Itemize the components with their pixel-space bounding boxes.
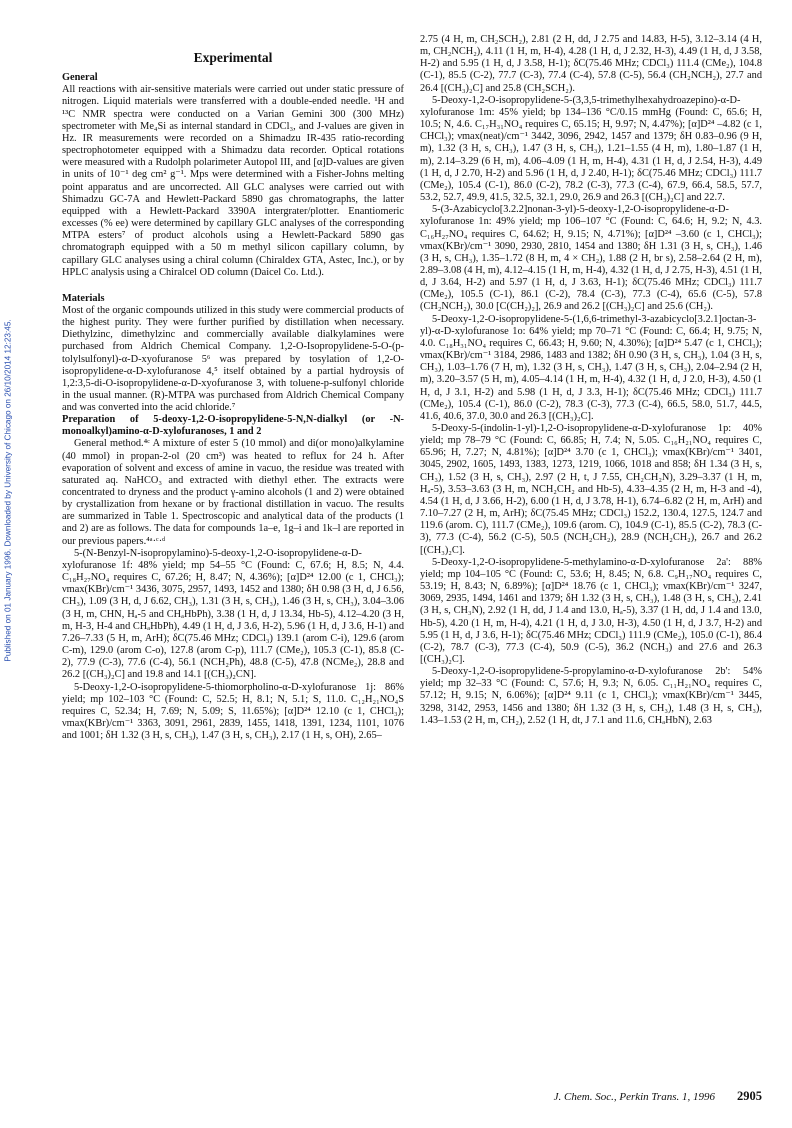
compound-1j-paragraph: 5-Deoxy-1,2-O-isopropylidene-5-thiomorpholino-α-D-xylofuranose 1j: 86% yield; mp 102–103 °C (Found: C, 52.5; H, 8.1; N, 5.1; S, 11.0. C₁₂H₂₁NO₄S requires C, 52.34; H, 7.69; N, 5.09; S, 11.65%); [α]D²⁴ 12.10 (c 1, CHCl₃); νmax(KBr)/cm⁻¹ 3363, 3091, 2961, 2839, 1455, 1418, 1391, 1234, 1101, 1076 and 1001; δH 1.32 (3 H, s, CH₃), 1.47 (3 H, s, CH₃), 2.17 (1 H, s, OH), 2.65–	[62, 681, 404, 742]
journal-citation: J. Chem. Soc., Perkin Trans. 1, 1996	[553, 1091, 715, 1103]
download-watermark	[0, 130, 16, 850]
compound-1f-paragraph: 5-(N-Benzyl-N-isopropylamino)-5-deoxy-1,2-O-isopropylidene-α-D-xylofuranose 1f: 48% yield; mp 54–55 °C (Found: C, 67.6; H, 8.5; N, 4.4. C₁₈H₂₇NO₄ requires C, 67.26; H, 8.47; N, 4.36%); [α]D²⁴ 12.00 (c 1, CHCl₃); νmax(KBr)/cm⁻¹ 3436, 3075, 2957, 1493, 1452 and 1380; δH 0.98 (3 H, d, J 6.56, CH₃), 1.09 (3 H, d, J 6.62, CH₃), 1.31 (3 H, s, CH₃), 1.46 (3 H, s, CH₃), 3.04–3.06 (3 H, m, CHN, Hₐ-5 and CHₐHbPh), 3.38 (1 H, d, J 13.34, Hb-5), 4.12–4.20 (3 H, m, H-3, H-4 and CHₐHbPh), 4.49 (1 H, d, J 3.6, H-2), 5.96 (1 H, d, J 3.6, H-1) and 7.26–7.33 (5 H, m, ArH); δC(75.46 MHz; CDCl₃) 139.1 (arom C-i), 129.6 (arom C-m), 129.0 (arom C-o), 127.8 (arom C-p), 111.7 (CMe₂), 105.3 (C-1), 85.8 (C-2), 77.9 (C-3), 77.6 (C-4), 56.1 (NCH₂Ph), 48.8 (C-5), 47.8 (NCMe₂), 28.8 and 26.2 [(CH₃)₂C] and 19.8 and 14.1 [(CH₃)₂CN].	[62, 547, 404, 681]
watermark-text: Published on 01 January 1996. Downloaded by University of Chicago on 26/10/2014 12:23:45.	[3, 318, 13, 662]
compound-1p-paragraph: 5-Deoxy-5-(indolin-1-yl)-1,2-O-isopropylidene-α-D-xylofuranose 1p: 40% yield; mp 78–79 °C (Found: C, 66.85; H, 7.4; N, 5.05. C₁₆H₂₁NO₄ requires C, 65.96; H, 7.27; N, 4.81%); [α]D²⁴ 3.70 (c 1, CHCl₃); νmax(KBr)/cm⁻¹ 3401, 3045, 2902, 1605, 1493, 1383, 1273, 1219, 1066, 1018 and 858; δH 1.34 (3 H, s, CH₃), 1.52 (3 H, s, CH₃), 2.97 (2 H, t, J 7.55, CH₂CH₂N), 3.29–3.37 (1 H, m, Hₐ-5), 3.53–3.63 (3 H, m, NCH₂CH₂ and Hb-5), 4.33–4.35 (2 H, m, H-3 and -4), 4.54 (1 H, d, J 3.66, H-2), 6.00 (1 H, d, J 3.78, H-1), 6.74–6.82 (2 H, m, ArH) and 7.10–7.27 (2 H, m, ArH); δC(75.45 MHz; CDCl₃) 152.2, 130.4, 127.5, 124.7 and 119.6 (arom. C), 111.7 (CMe₂), 109.6 (arom. C), 104.9 (C-1), 85.5 (C-2), 78.3 (C-3), 77.3 (C-4), 56.2 (C-5), 50.5 (NCH₂CH₂), 28.9 (NCH₂CH₂), 26.7 and 26.2 [(CH₃)₂C].	[420, 423, 762, 556]
compound-1n-paragraph: 5-(3-Azabicyclo[3.2.2]nonan-3-yl)-5-deoxy-1,2-O-isopropylidene-α-D-xylofuranose 1n: 49% yield; mp 106–107 °C (Found: C, 64.6; H, 9.2; N, 4.3. C₁₆H₂₇NO₄ requires C, 64.62; H, 9.15; N, 4.71%); [α]D²⁴ –3.60 (c 1, CHCl₃); νmax(KBr)/cm⁻¹ 3090, 2930, 2810, 1454 and 1380; δH 1.31 (3 H, s, CH₃), 1.46 (3 H, s, CH₃), 1.35–1.72 (8 H, m, 4 × CH₂), 1.88 (2 H, br s), 2.58–2.64 (2 H, m), 2.89–3.08 (4 H, m), 4.12–4.15 (1 H, m, H-4), 4.32 (1 H, d, J 2.75, H-3), 4.51 (1 H, d, J 3.64, H-2) and 5.97 (1 H, d, J 3.63, H-1); δC(75.46 MHz; CDCl₃) 111.7 (CMe₂), 105.5 (C-1), 86.1 (C-2), 78.4 (C-3), 77.3 (C-4), 65.6 (C-5), 57.8 (CH₂NCH₂), 30.0 [C(CH₂)₂], 26.9 and 26.2 [(CH₃)₂C] and 25.6 (CH₂).	[420, 204, 762, 313]
left-column	[62, 34, 404, 742]
general-heading: General	[62, 72, 98, 84]
page-footer	[420, 1089, 762, 1104]
materials-paragraph: Most of the organic compounds utilized in this study were commercial products of the highest purity. They were further purified by distillation when necessary. Diethylzinc, dimethylzinc and commercially available dialkylamines were purchased from Aldrich Chemical Company. 1,2-O-Isopropylidene-5-O-(p-tolylsulfonyl)-α-D-xyofuranose 5⁶ was prepared by tosylation of 1,2-O-isopropylidene-α-D-xylofuranose 4,⁵ itself obtained by a partial hydroysis of 1,2:3,5-di-O-isopropylidene-α-D-xyofuranose 3, with toluene-p-sulfonyl chloride in the usual manner. (R)-MTPA was purchased from Aldrich Chemical Company and was converted into the acid chloride.⁷	[62, 304, 404, 414]
page-number: 2905	[737, 1089, 762, 1103]
compound-2a-paragraph: 5-Deoxy-1,2-O-isopropylidene-5-methylamino-α-D-xylofuranose 2a': 88% yield; mp 104–105 °C (Found: C, 53.6; H, 8.45; N, 6.8. C₉H₁₇NO₄ requires C, 53.19; H, 8.43; N, 6.89%); [α]D²⁴ 18.76 (c 1, CHCl₃); νmax(KBr)/cm⁻¹ 3247, 3069, 2935, 1494, 1461 and 1379; δH 1.32 (3 H, s, CH₃), 1.48 (3 H, s, CH₃), 2.41 (3 H, s, CH₃N), 2.92 (1 H, dd, J 1.4 and 13.0, Hₐ-5), 3.37 (1 H, dd, J 1.4 and 13.0, Hb-5), 4.20 (1 H, m, H-4), 4.21 (1 H, d, J 3.0, H-3), 4.50 (1 H, d, J 3.7, H-2) and 5.95 (1 H, d, J 3.6, H-1); δC(75.46 MHz; CDCl₃) 111.9 (CMe₂), 105.0 (C-1), 86.4 (C-2), 78.7 (C-3), 77.3 (C-4), 50.9 (C-5), 36.2 (NCH₃) and 27.6 and 26.3 [(CH₃)₂C].	[420, 556, 762, 665]
general-method-paragraph: General method.⁴ᶜ A mixture of ester 5 (10 mmol) and di(or mono)alkylamine (40 mmol) in propan-2-ol (20 cm³) was heated to reflux for 24 h. After evaporation of solvent and excess of amine in vacuo, the residue was treated with saturated aq. NaHCO₃ and extracted with diethyl ether. The extracts were concentrated to dryness and the product γ-amino alcohols (1 and 2) were obtained by crystallization from hexane or by fractional distillation in vacuo. The results are summarized in Table 1. Spectroscopic and analytical data of the products (1 and 2) are as follows. The data for compounds 1a–e, 1g–i and 1k–l are reported in our previous papers.⁴ᵃ·ᶜ·ᵈ	[62, 438, 404, 547]
right-column	[420, 34, 762, 727]
compound-1o-paragraph: 5-Deoxy-1,2-O-isopropylidene-5-(1,6,6-trimethyl-3-azabicyclo[3.2.1]octan-3-yl)-α-D-xylofuranose 1o: 64% yield; mp 70–71 °C (Found: C, 66.4; H, 9.75; N, 4.0. C₁₈H₃₁NO₄ requires C, 66.43; H, 9.60; N, 4.30%); [α]D²⁴ 5.47 (c 1, CHCl₃); νmax(KBr)/cm⁻¹ 3184, 2986, 1483 and 1382; δH 0.90 (3 H, s, CH₃), 1.04 (3 H, s, CH₃), 1.03–1.76 (7 H, m), 1.32 (3 H, s, CH₃), 1.47 (3 H, s, CH₃), 2.04–2.94 (2 H, m), 3.20–3.57 (5 H, m), 4.05–4.14 (1 H, m, H-4), 4.32 (1 H, d, J 2.0, H-3), 4.50 (1 H, d, J 3.1, H-2) and 5.98 (1 H, d, J 3.3, H-1); δC(75.46 MHz; CDCl₃) 111.7 (CMe₂), 105.4 (C-1), 86.0 (C-2), 78.3 (C-3), 77.3 (C-4), 66.5, 58.0, 51.7, 44.5, 41.6, 40.6, 37.0, 30.0 and 26.3 [(CH₃)₂C].	[420, 313, 762, 422]
section-title: Experimental	[193, 50, 273, 65]
preparation-heading: Preparation of 5-deoxy-1,2-O-isopropylidene-5-N,N-dialkyl (or -N-monoalkyl)amino-α-D-xylofuranoses, 1 and 2	[62, 414, 404, 438]
compound-2b-paragraph: 5-Deoxy-1,2-O-isopropylidene-5-propylamino-α-D-xylofuranose 2b': 54% yield; mp 32–33 °C (Found: C, 57.6; H, 9.3; N, 6.05. C₁₁H₂₁NO₄ requires C, 57.12; H, 9.15; N, 6.06%); [α]D²⁴ 9.11 (c 1, CHCl₃); νmax(KBr)/cm⁻¹ 3445, 3298, 3142, 2953, 1456 and 1380; δH 1.32 (3 H, s, CH₃), 1.48 (3 H, s, CH₃), 1.43–1.53 (2 H, m, CH₂), 2.52 (1 H, dt, J 7.1 and 11.6, CHₐHbN), 2.63	[420, 666, 762, 726]
compound-1m-paragraph: 5-Deoxy-1,2-O-isopropylidene-5-(3,3,5-trimethylhexahydroazepino)-α-D-xylofuranose 1m: 45% yield; bp 134–136 °C/0.15 mmHg (Found: C, 65.6; H, 10.5; N, 4.6. C₁₇H₃₁NO₄ requires C, 65.15; H, 9.97; N, 4.47%); [α]D²⁴ –4.82 (c 1, CHCl₃); νmax(neat)/cm⁻¹ 3442, 3096, 2942, 1457 and 1379; δH 0.83–0.96 (9 H, m), 1.32 (3 H, s, CH₃), 1.47 (3 H, s, CH₃), 1.21–1.55 (4 H, m), 1.80–1.87 (1 H, m), 2.14–3.29 (6 H, m), 4.06–4.09 (1 H, m, H-4), 4.31 (1 H, d, J 2.54, H-3), 4.49 (1 H, d, J 2.70, H-2) and 5.96 (1 H, d, J 2.40, H-1); δC(75.46 MHz; CDCl₃) 111.7 (CMe₂), 105.4 (C-1), 86.0 (C-2), 78.2 (C-3), 77.3 (C-4), 67.9, 66.4, 58.5, 57.7, 53.2, 52.7, 49.9, 41.5, 32.5, 32.1, 29.0, 26.9 and 26.3 [(CH₃)₂C] and 22.7.	[420, 94, 762, 204]
materials-heading: Materials	[62, 292, 105, 304]
general-paragraph: All reactions with air-sensitive materials were carried out under static pressure of nitrogen. Liquid materials were transferred with a double-ended needle. ¹H and ¹³C NMR spectra were conducted on a Varian Gemini 300 (300 MHz) spectrometer with Me₄Si as internal standard in CDCl₃, and J-values are given in Hz. IR measurements were recorded on a Shimadzu IR-435 ratio-recording spectrophotometer equipped with a Shimadzu data recorder. Optical rotations were measured with a Rudolph polarimeter Autopol III, and [α]D-values are given in units of 10⁻¹ deg cm² g⁻¹. Mps were determined with a Fisher-Johns melting point apparatus and are uncorrected. All GLC analyses were carried out with Shimadzu GC-7A and Hewlett-Packard 5890 gas chromatographs, the latter equipped with a Hewlett-Packard 3390A intergrater/plotter. Enantiomeric excesses (% ee) were determined by capillary GLC analyses of the corresponding MTPA esters⁷ of product alcohols using a Hewlett-Packard 5890 gas chromatograph equipped with a 50 m methyl silicon capillary column, by capillary GLC analyses using a chiral column (Chiraldex GTA, Astec, Inc.), or by HPLC analysis using a Chiralcel OD column (Daicel Co. Ltd.).	[62, 84, 404, 278]
compound-1j-continuation: 2.75 (4 H, m, CH₂SCH₂), 2.81 (2 H, dd, J 2.75 and 14.83, H-5), 3.12–3.14 (4 H, m, CH₂NCH₂), 4.11 (1 H, m, H-4), 4.28 (1 H, d, J 2.32, H-3), 4.49 (1 H, d, J 3.58, H-2) and 5.95 (1 H, d, J 3.58, H-1); δC(75.46 MHz; CDCl₃) 111.4 (CMe₂), 104.8 (C-1), 85.5 (C-2), 77.7 (C-3), 77.4 (C-4), 57.8 (C-5), 56.4 (CH₂NCH₂), 27.7 and 26.4 [(CH₃)₂C] and 25.8 (CH₂SCH₂).	[420, 34, 762, 94]
